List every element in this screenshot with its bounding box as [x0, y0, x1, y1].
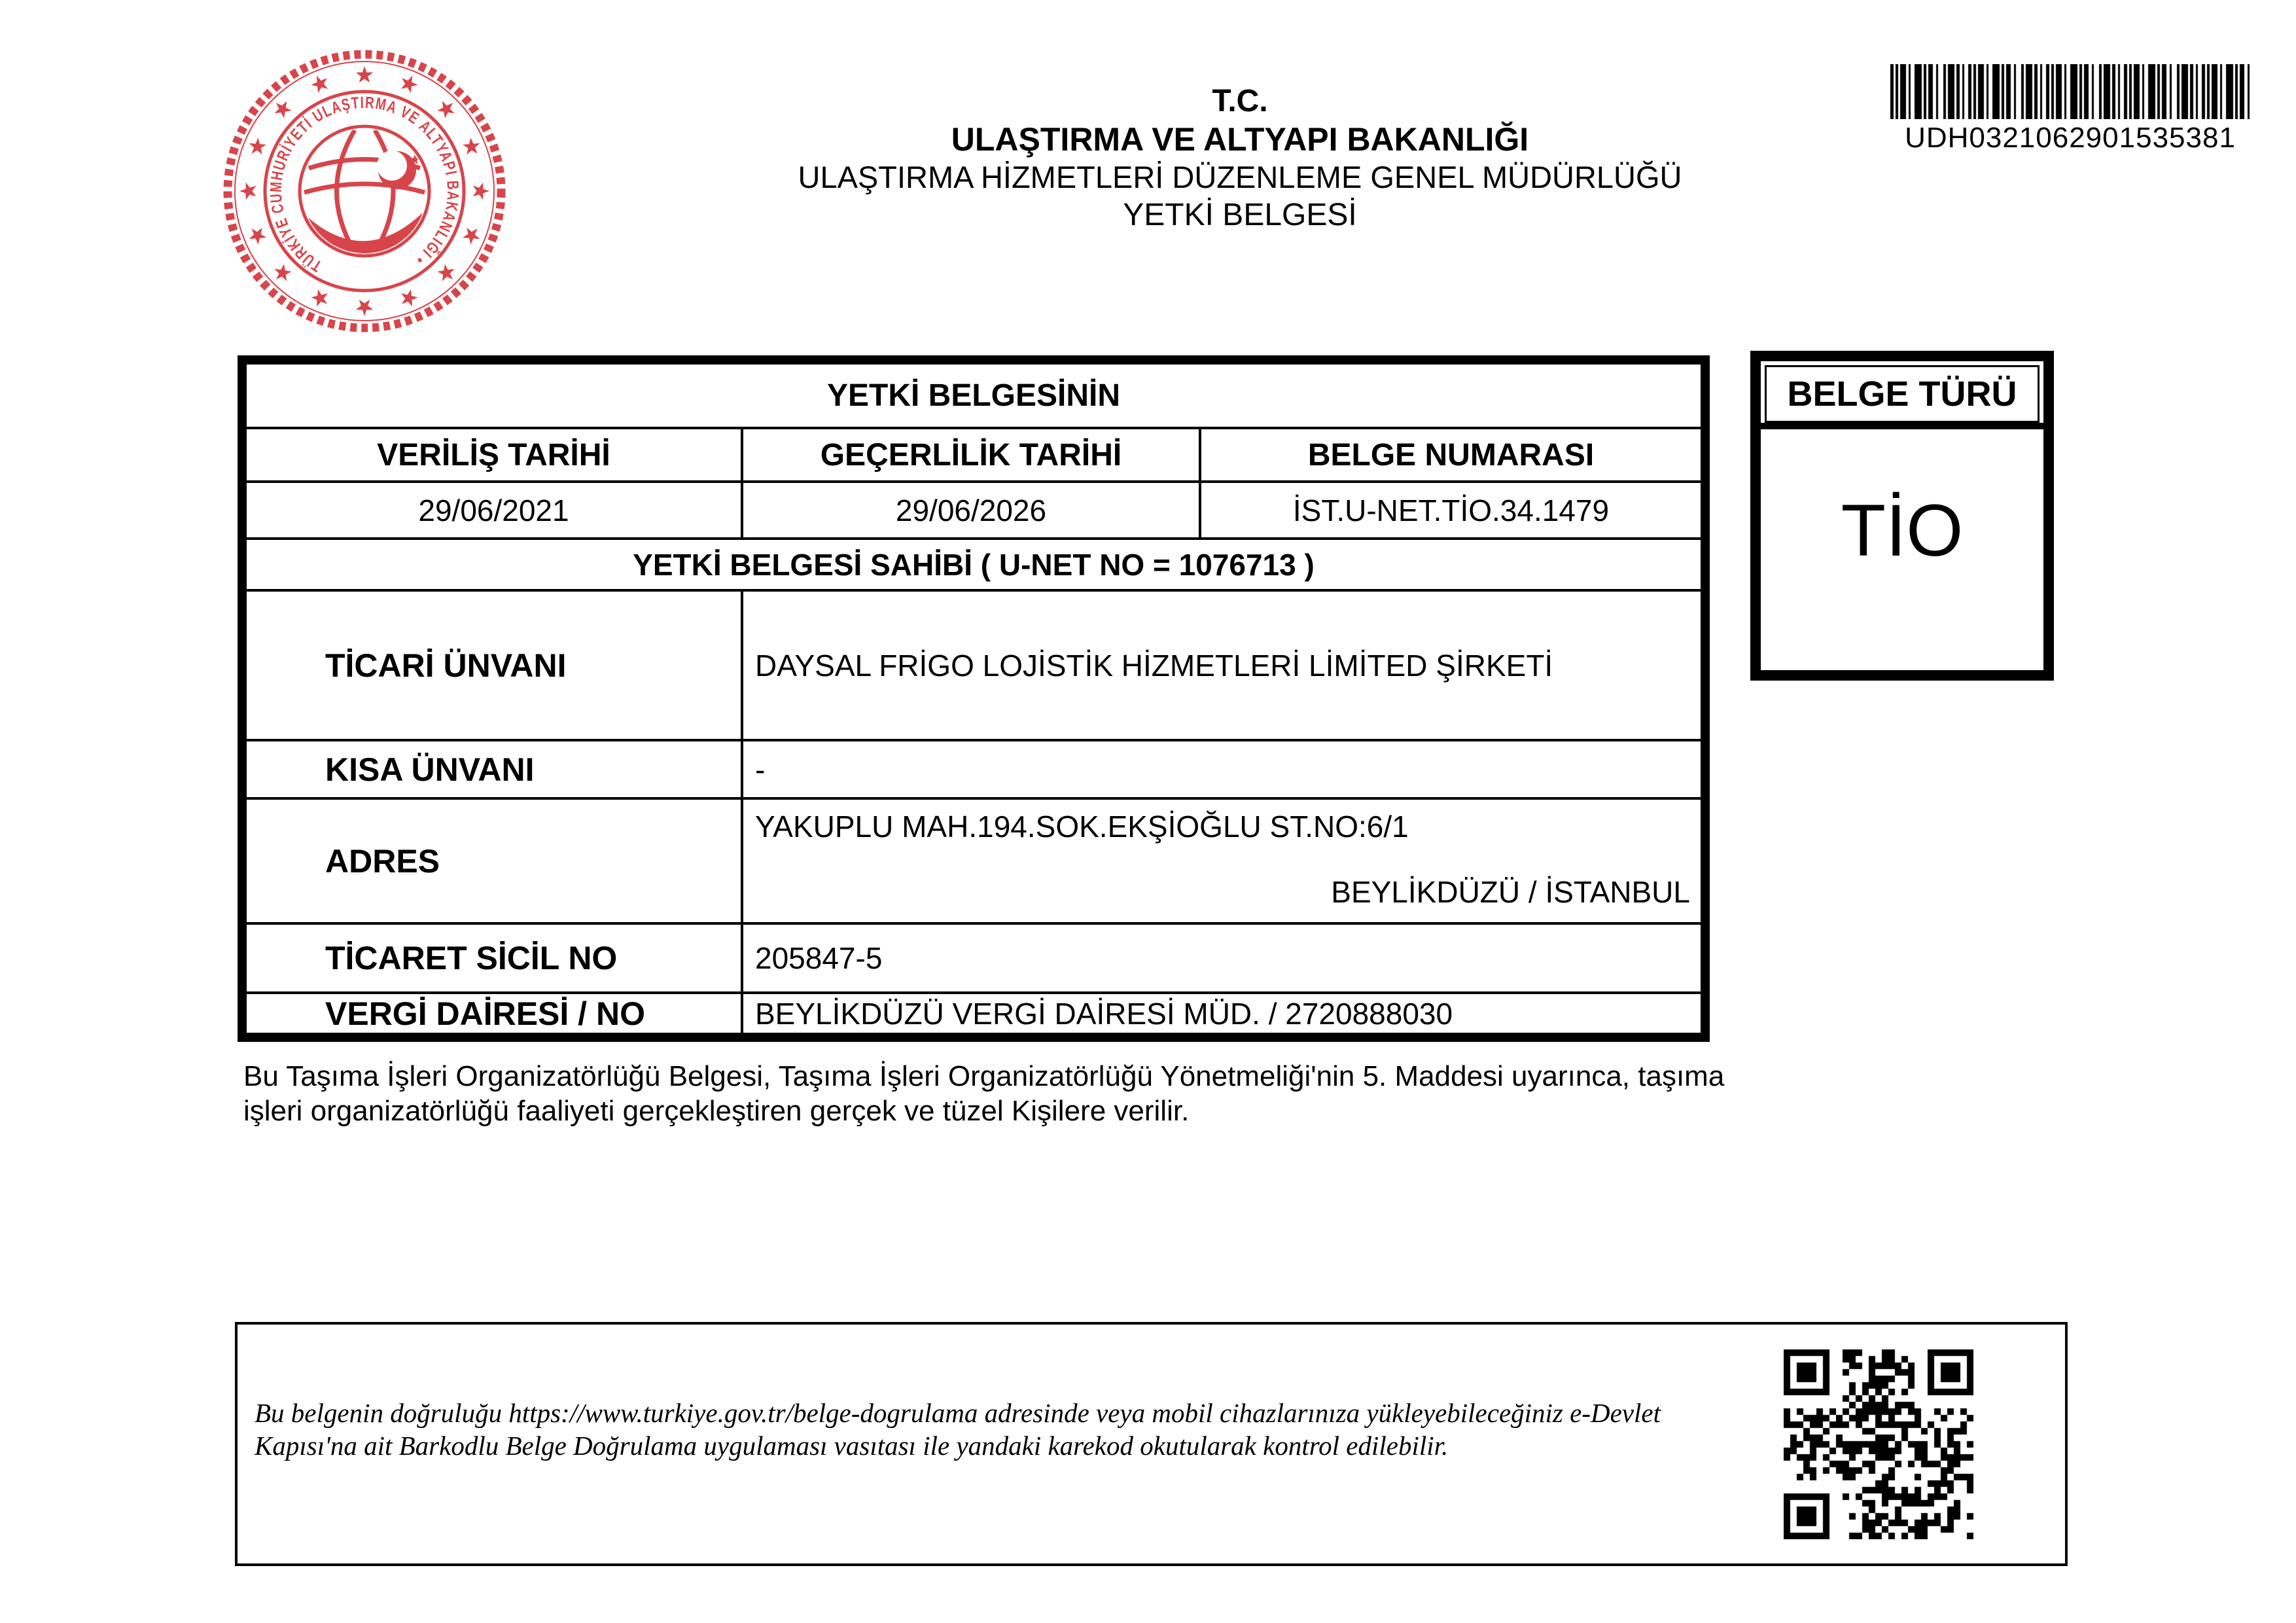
col-header-belge-numarasi: BELGE NUMARASI: [1307, 437, 1595, 473]
table-row: [247, 991, 1701, 1033]
document-number: İST.U-NET.TİO.34.1479: [1292, 493, 1610, 527]
col-header-verilis-tarihi: VERİLİŞ TARİHİ: [247, 429, 743, 480]
adres-line1: YAKUPLU MAH.194.SOK.EKŞİOĞLU ST.NO:6/1: [755, 810, 1409, 844]
value-ticari-unvani: DAYSAL FRİGO LOJİSTİK HİZMETLERİ LİMİTED ŞİRKETİ: [755, 648, 1553, 683]
section-title-row: [247, 365, 1701, 427]
barcode-block: [1890, 64, 2250, 154]
column-header-row: [247, 427, 1701, 480]
certificate-table: [238, 355, 1710, 1042]
belge-turu-value: TİO: [1841, 489, 1964, 571]
regulation-note-line2: işleri organizatörlüğü faaliyeti gerçekleştiren gerçek ve tüzel Kişilere verilir.: [243, 1095, 1190, 1127]
label-vergi-dairesi: VERGİ DAİRESİ / NO: [247, 994, 743, 1033]
ministry-seal-graphic: [221, 47, 508, 335]
barcode-value: UDH0321062901535381: [1905, 122, 2236, 154]
header-doc-type: YETKİ BELGESİ: [1123, 198, 1357, 232]
ministry-seal: [221, 47, 508, 335]
table-row: [247, 922, 1701, 991]
label-ticari-unvani: TİCARİ ÜNVANI: [247, 592, 743, 739]
adres-line2: BEYLİKDÜZÜ / İSTANBUL: [1331, 875, 1690, 909]
belge-turu-divider: [1761, 423, 2043, 429]
owner-title: YETKİ BELGESİ SAHİBİ ( U-NET NO = 1076713 ): [633, 547, 1315, 582]
header-tc: T.C.: [1212, 84, 1268, 118]
label-kisa-unvani: KISA ÜNVANI: [247, 741, 743, 797]
label-adres: ADRES: [247, 800, 743, 922]
verification-box: [235, 1322, 2068, 1566]
col-header-gecerlilik-tarihi: GEÇERLİLİK TARİHİ: [743, 429, 1201, 480]
section-title: YETKİ BELGESİNİN: [826, 378, 1121, 413]
header-ministry: ULAŞTIRMA VE ALTYAPI BAKANLIĞI: [951, 121, 1529, 158]
regulation-note: [243, 1059, 1724, 1128]
seal-globe: [304, 130, 425, 257]
validity-date: 29/06/2026: [743, 483, 1201, 537]
column-value-row: [247, 480, 1701, 537]
belge-turu-box: [1750, 351, 2054, 681]
verification-text: [255, 1397, 1661, 1462]
qr-code: [1784, 1349, 1973, 1539]
table-row: [247, 797, 1701, 922]
table-row: [247, 589, 1701, 739]
barcode-image: [1890, 64, 2250, 119]
value-adres: [743, 800, 1701, 922]
value-ticaret-sicil-no: 205847-5: [755, 941, 883, 975]
table-row: [247, 739, 1701, 797]
value-vergi-dairesi: BEYLİKDÜZÜ VERGİ DAİRESİ MÜD. / 2720888030: [755, 996, 1453, 1031]
belge-turu-title: BELGE TÜRÜ: [1765, 365, 2040, 423]
verification-text-line2: Kapısı'na ait Barkodlu Belge Doğrulama uygulaması vasıtası ile yandaki karekod okutularak kontrol edilebilir.: [255, 1431, 1449, 1461]
label-ticaret-sicil-no: TİCARET SİCİL NO: [247, 925, 743, 991]
header-directorate: ULAŞTIRMA HİZMETLERİ DÜZENLEME GENEL MÜDÜRLÜĞÜ: [798, 160, 1682, 194]
verification-text-line1: Bu belgenin doğruluğu https://www.turkiye.gov.tr/belge-dogrulama adresinde veya mobil cihazlarınıza yükleyebileceğiniz e-Devlet: [255, 1398, 1661, 1428]
owner-title-row: [247, 537, 1701, 589]
regulation-note-line1: Bu Taşıma İşleri Organizatörlüğü Belgesi, Taşıma İşleri Organizatörlüğü Yönetmeliği'nin 5. Maddesi uyarınca, taşıma: [243, 1060, 1725, 1092]
seal-ring-text: TÜRKİYE CUMHURİYETİ ULAŞTIRMA VE ALTYAPI BAKANLIĞI •: [266, 93, 463, 276]
document-header: [716, 82, 1763, 234]
issue-date: 29/06/2021: [247, 483, 743, 537]
value-kisa-unvani: -: [755, 752, 766, 787]
